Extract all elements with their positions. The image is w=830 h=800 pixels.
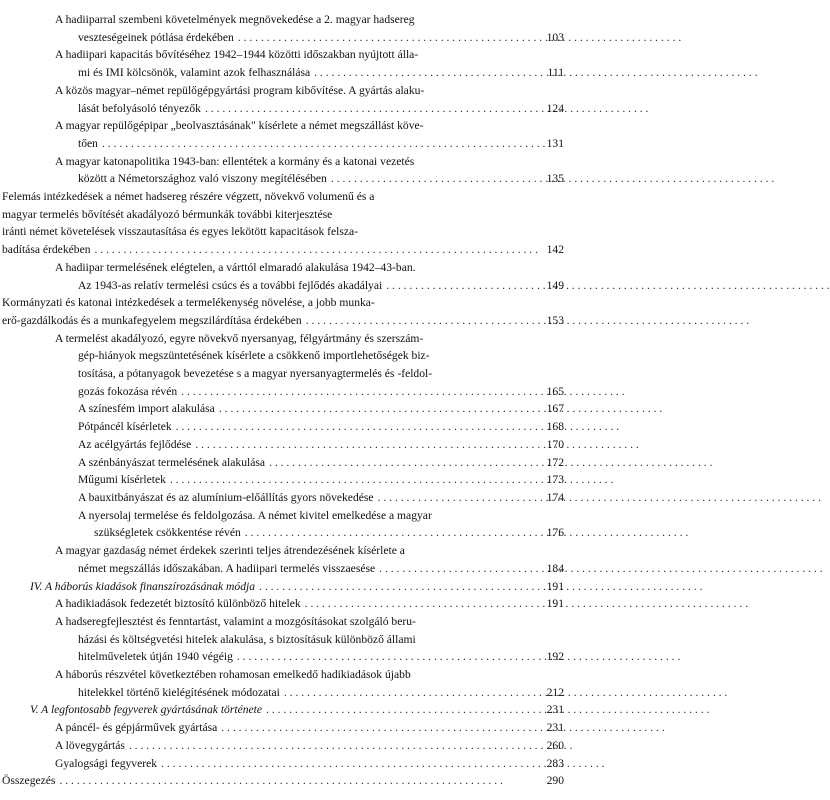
toc-entry [0, 259, 588, 294]
toc-page-number: 170 [546, 437, 564, 451]
toc-entry-text: V. A legfontosabb fegyverek gyártásának története [30, 703, 263, 717]
toc-page-number: 103 [546, 30, 564, 44]
toc-page-number: 168 [546, 420, 564, 434]
dot-leader [280, 686, 727, 699]
toc-entry [0, 294, 588, 329]
dot-leader [91, 241, 538, 259]
toc-page-number: 290 [546, 774, 564, 788]
toc-entry [0, 400, 588, 418]
toc-page-number: 231 [546, 721, 564, 735]
toc-entry-text: badítása érdekében [2, 243, 91, 257]
dot-leader [255, 578, 702, 596]
toc-entry-text: magyar termelés bővítését akadályozó bérmunkák további kiterjesztése [2, 207, 333, 221]
dot-leader [191, 436, 638, 454]
toc-entry-text: A szénbányászat termelésének alakulása [78, 455, 266, 469]
toc-entry [0, 82, 588, 117]
toc-entry-text: A hadikiadások fedezetét biztosító különböző hitelek [55, 597, 301, 611]
toc-entry-text: iránti német követelések visszautasítása és egyes lekötött kapacitások felsza- [2, 225, 359, 239]
toc-entry [0, 755, 588, 773]
toc-entry-text: tően [78, 136, 98, 150]
toc-entry-text: A közös magyar–német repülőgépgyártási program kibővítése. A gyártás alaku- [55, 83, 425, 97]
toc-entry-text: A lövegygártás [55, 738, 125, 752]
toc-entry [0, 613, 588, 666]
dot-leader [201, 102, 648, 115]
dot-leader [302, 312, 749, 330]
toc-entry-text: A hadseregfejlesztést és fenntartást, valamint a mozgósításokat szolgáló beru- [55, 614, 416, 628]
toc-page-number: 153 [546, 313, 564, 327]
dot-leader [241, 526, 688, 539]
toc-entry-text: Az acélgyártás fejlődése [78, 437, 192, 451]
toc-page-number: 135 [546, 172, 564, 186]
toc-entry-text: lását befolyásoló tényezők [78, 101, 201, 115]
toc-entry-text: gép-hiányok megszüntetésének kísérlete a csökkenő importlehetőségek biz- [78, 349, 430, 363]
toc-entry-text: A páncél- és gépjárművek gyártása [55, 721, 218, 735]
toc-entry-text: A hadiipar termelésének elégtelen, a várttól elmaradó alakulása 1942–43-ban. [55, 260, 416, 274]
table-of-contents [0, 11, 588, 790]
toc-entry-text: szükségletek csökkentése révén [94, 526, 241, 540]
toc-entry-text: hitelekkel történő kielégítésének módozatai [78, 685, 280, 699]
toc-entry [0, 737, 588, 755]
toc-entry [0, 436, 588, 454]
toc-entry-text: között a Németországhoz való viszony megítélésében [78, 172, 327, 186]
toc-entry-text: A nyersolaj termelése és feldolgozása. A német kivitel emelkedése a magyar [78, 508, 432, 522]
toc-page-number: 184 [546, 561, 564, 575]
toc-page-number: 174 [546, 490, 564, 504]
toc-entry [0, 418, 588, 436]
toc-entry-text: Az 1943-as relatív termelési csúcs és a további fejlődés akadályai [78, 278, 383, 292]
toc-page-number: 165 [546, 384, 564, 398]
toc-entry-text: hitelműveletek útján 1940 végéig [78, 650, 233, 664]
dot-leader [215, 400, 662, 418]
dot-leader [98, 137, 545, 150]
toc-page-number: 111 [547, 66, 564, 80]
toc-entry-text: erő-gazdálkodás és a munkafegyelem megszilárdítása érdekében [2, 313, 302, 327]
toc-entry [0, 11, 588, 46]
toc-entry-text: Kormányzati és katonai intézkedések a termelékenység növelése, a jobb munka- [2, 296, 375, 310]
toc-entry [0, 772, 588, 790]
dot-leader [217, 719, 664, 737]
toc-entry [0, 454, 588, 472]
toc-entry-text: veszteségeinek pótlása érdekében [78, 30, 234, 44]
toc-entry [0, 330, 588, 401]
dot-leader [375, 562, 822, 575]
toc-entry [0, 471, 588, 489]
toc-entry-text: A magyar repülőgépipar „beolvasztásának" kísérlete a német megszállást köve- [55, 119, 424, 133]
toc-entry [0, 153, 588, 188]
toc-page-number: 149 [546, 278, 564, 292]
dot-leader [374, 489, 821, 507]
toc-entry [0, 719, 588, 737]
toc-page-number: 167 [546, 402, 564, 416]
toc-entry-text: IV. A háborús kiadások finanszírozásának módja [30, 579, 256, 593]
toc-page-number: 124 [546, 101, 564, 115]
dot-leader [382, 279, 829, 292]
dot-leader [125, 737, 572, 755]
toc-entry-text: Felemás intézkedések a német hadsereg részére végzett, növekvő volumenű és a [2, 190, 375, 204]
toc-page-number: 212 [546, 685, 564, 699]
toc-page-number: 176 [546, 526, 564, 540]
toc-entry-text: gozás fokozása révén [78, 384, 178, 398]
toc-page-number: 191 [546, 579, 564, 593]
toc-entry-text: Pótpáncél kísérletek [78, 420, 172, 434]
toc-page-number: 173 [546, 473, 564, 487]
toc-entry-text: házási és költségvetési hitelek alakulása, s biztosításuk különböző állami [78, 632, 416, 646]
dot-leader [301, 595, 748, 613]
toc-entry [0, 578, 588, 596]
toc-entry [0, 542, 588, 577]
toc-page-number: 192 [546, 650, 564, 664]
toc-entry-text: Összegezés [2, 774, 56, 788]
toc-page-number: 260 [546, 738, 564, 752]
toc-entry [0, 507, 588, 542]
toc-entry-text: A magyar gazdaság német érdekek szerinti teljes átrendezésének kísérlete a [55, 544, 405, 558]
toc-entry-text: A színesfém import alakulása [78, 402, 215, 416]
toc-entry-text: mi és IMI kölcsönök, valamint azok felhasználása [78, 66, 311, 80]
toc-entry [0, 117, 588, 152]
toc-entry-text: A hadiiparral szembeni követelmények megnövekedése a 2. magyar hadsereg [55, 13, 415, 26]
dot-leader [233, 650, 680, 663]
toc-entry-text: A magyar katonapolitika 1943-ban: ellentétek a kormány és a katonai vezetés [55, 154, 415, 168]
toc-entry-text: A termelést akadályozó, egyre növekvő nyersanyag, félgyártmány és szerszám- [55, 331, 424, 345]
toc-entry [0, 595, 588, 613]
toc-entry-text: Gyalogsági fegyverek [55, 756, 158, 770]
toc-page-number: 231 [546, 703, 564, 717]
toc-page-number: 142 [546, 243, 564, 257]
toc-entry [0, 188, 588, 259]
toc-page-number: 131 [546, 136, 564, 150]
dot-leader [234, 31, 681, 44]
toc-entry [0, 489, 588, 507]
toc-page-number: 172 [546, 455, 564, 469]
toc-entry [0, 701, 588, 719]
toc-page-number: 283 [546, 756, 564, 770]
toc-entry-text: német megszállás időszakában. A hadiipari termelés visszaesése [78, 561, 376, 575]
toc-entry-text: A háborús részvétel következtében rohamosan emelkedő hadikiadások újabb [55, 668, 411, 682]
toc-entry [0, 46, 588, 81]
toc-page-number: 191 [546, 597, 564, 611]
dot-leader [55, 772, 538, 790]
toc-entry-text: A bauxitbányászat és az alumínium-előállítás gyors növekedése [78, 490, 374, 504]
toc-entry-text: Műgumi kísérletek [78, 473, 166, 487]
dot-leader [262, 701, 709, 719]
toc-entry [0, 666, 588, 701]
toc-entry-text: A hadiipari kapacitás bővítéséhez 1942–1944 közötti időszakban nyújtott álla- [55, 48, 419, 62]
dot-leader [265, 454, 712, 472]
toc-entry-text: tosítása, a pótanyagok bevezetése s a magyar nyersanyagtermelés és -feldol- [78, 367, 433, 381]
